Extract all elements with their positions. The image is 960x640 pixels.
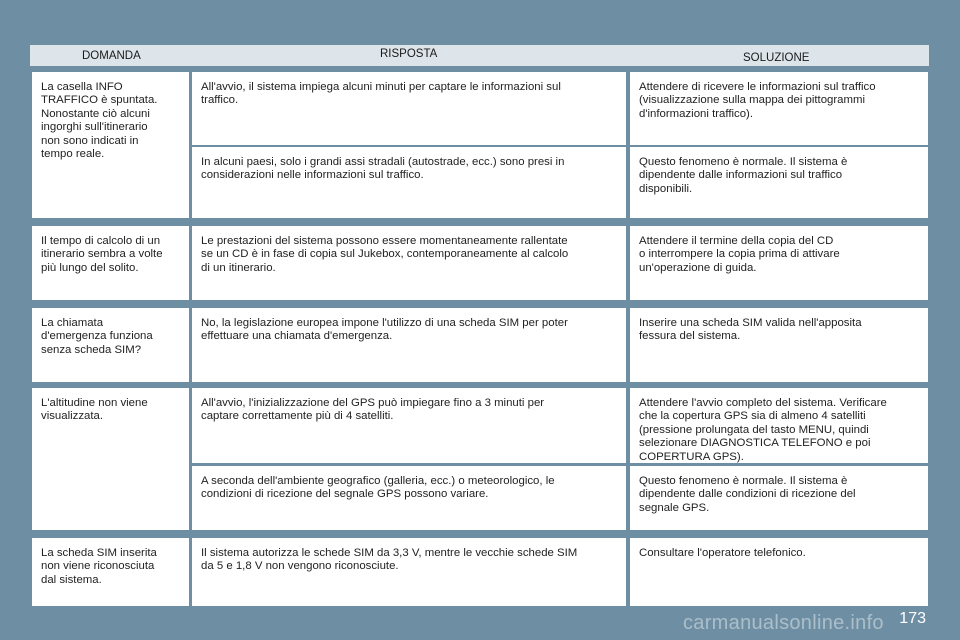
answer-cell-6: A seconda dell'ambiente geografico (galleria, ecc.) o meteorologico, le condizioni di ricezione del segnale GPS possono variare.	[192, 466, 626, 530]
solution-cell-1: Attendere di ricevere le informazioni sul traffico (visualizzazione sulla mappa dei pittogrammi d'informazioni traffico).	[630, 72, 928, 145]
answer-cell-4: No, la legislazione europea impone l'utilizzo di una scheda SIM per poter effettuare una chiamata d'emergenza.	[192, 308, 626, 382]
question-cell-3: Il tempo di calcolo di un itinerario sembra a volte più lungo del solito.	[32, 226, 189, 300]
answer-cell-1: All'avvio, il sistema impiega alcuni minuti per captare le informazioni sul traffico.	[192, 72, 626, 145]
solution-cell-3: Attendere il termine della copia del CD o interrompere la copia prima di attivare un'operazione di guida.	[630, 226, 928, 300]
solution-cell-7: Consultare l'operatore telefonico.	[630, 538, 928, 606]
answer-cell-3: Le prestazioni del sistema possono essere momentaneamente rallentate se un CD è in fase di copia sul Jukebox, contemporaneamente al calcolo di un itinerario.	[192, 226, 626, 300]
header-risposta: RISPOSTA	[380, 48, 438, 60]
answer-cell-5: All'avvio, l'inizializzazione del GPS può impiegare fino a 3 minuti per captare correttamente più di 4 satelliti.	[192, 388, 626, 463]
answer-cell-2: In alcuni paesi, solo i grandi assi stradali (autostrade, ecc.) sono presi in considerazioni nelle informazioni sul traffico.	[192, 147, 626, 218]
question-cell-4: La chiamata d'emergenza funziona senza scheda SIM?	[32, 308, 189, 382]
header-soluzione: SOLUZIONE	[743, 52, 810, 64]
solution-cell-5: Attendere l'avvio completo del sistema. Verificare che la copertura GPS sia di almeno 4 satelliti (pressione prolungata del tasto MENU, quindi selezionare DIAGNOSTICA TELEFONO e poi COPERTURA GPS).	[630, 388, 928, 463]
solution-cell-4: Inserire una scheda SIM valida nell'apposita fessura del sistema.	[630, 308, 928, 382]
question-cell-5: L'altitudine non viene visualizzata.	[32, 388, 189, 530]
answer-cell-7: Il sistema autorizza le schede SIM da 3,3 V, mentre le vecchie schede SIM da 5 e 1,8 V non vengono riconosciute.	[192, 538, 626, 606]
solution-cell-6: Questo fenomeno è normale. Il sistema è dipendente dalle condizioni di ricezione del segnale GPS.	[630, 466, 928, 530]
watermark: carmanualsonline.info	[683, 612, 884, 634]
question-cell-7: La scheda SIM inserita non viene riconosciuta dal sistema.	[32, 538, 189, 606]
page-number: 173	[899, 610, 926, 627]
header-domanda: DOMANDA	[82, 50, 141, 62]
question-cell-1: La casella INFO TRAFFICO è spuntata. Nonostante ciò alcuni ingorghi sull'itinerario non sono indicati in tempo reale.	[32, 72, 189, 218]
solution-cell-2: Questo fenomeno è normale. Il sistema è dipendente dalle informazioni sul traffico disponibili.	[630, 147, 928, 218]
table-header	[30, 45, 929, 66]
